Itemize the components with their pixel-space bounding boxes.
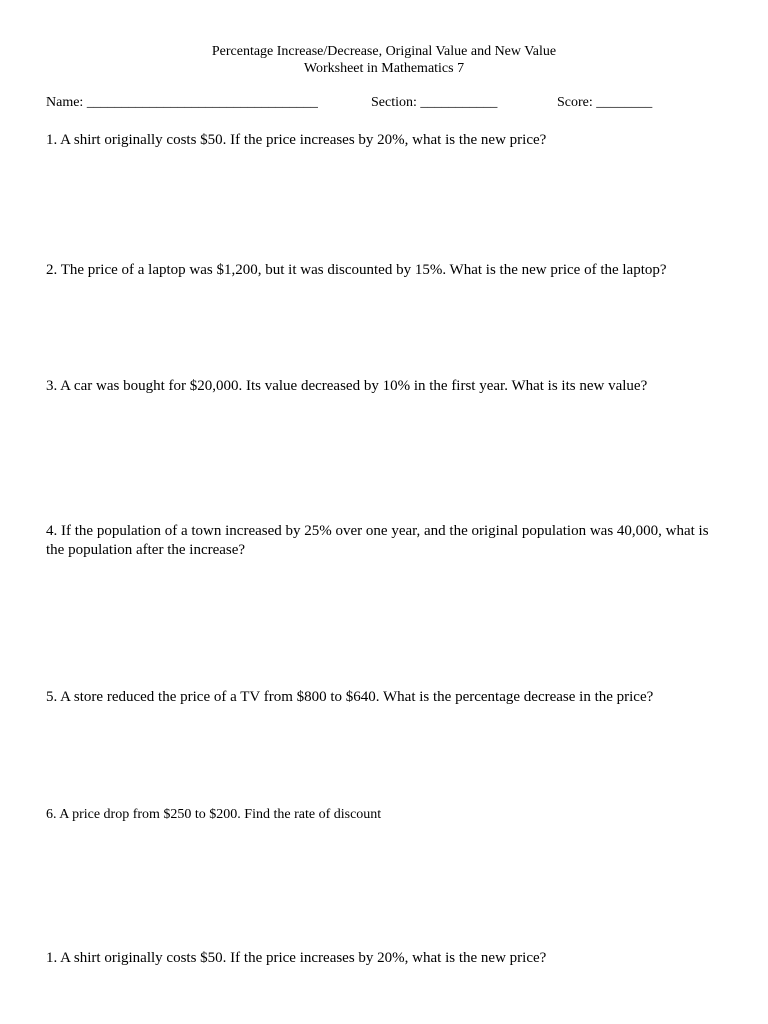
title-line-1: Percentage Increase/Decrease, Original Value and New Value	[211, 44, 557, 59]
worksheet-title	[0, 43, 768, 77]
student-info-row	[0, 95, 768, 113]
question-7: 1. A shirt originally costs $50. If the price increases by 20%, what is the new price?	[46, 950, 547, 966]
name-field: Name: _________________________________	[46, 95, 318, 110]
question-3: 3. A car was bought for $20,000. Its value decreased by 10% in the first year. What is its new value?	[46, 378, 648, 394]
question-6: 6. A price drop from $250 to $200. Find the rate of discount	[46, 807, 382, 822]
title-line-2: Worksheet in Mathematics 7	[303, 61, 465, 76]
score-field: Score: ________	[557, 95, 653, 110]
question-4: 4. If the population of a town increased by 25% over one year, and the original population was 40,000, what is the population after the increase?	[46, 523, 709, 558]
question-1: 1. A shirt originally costs $50. If the price increases by 20%, what is the new price?	[46, 132, 547, 148]
section-field: Section: ___________	[371, 95, 498, 110]
question-5: 5. A store reduced the price of a TV from $800 to $640. What is the percentage decrease in the price?	[46, 689, 654, 705]
question-2: 2. The price of a laptop was $1,200, but it was discounted by 15%. What is the new price of the laptop?	[46, 262, 667, 278]
